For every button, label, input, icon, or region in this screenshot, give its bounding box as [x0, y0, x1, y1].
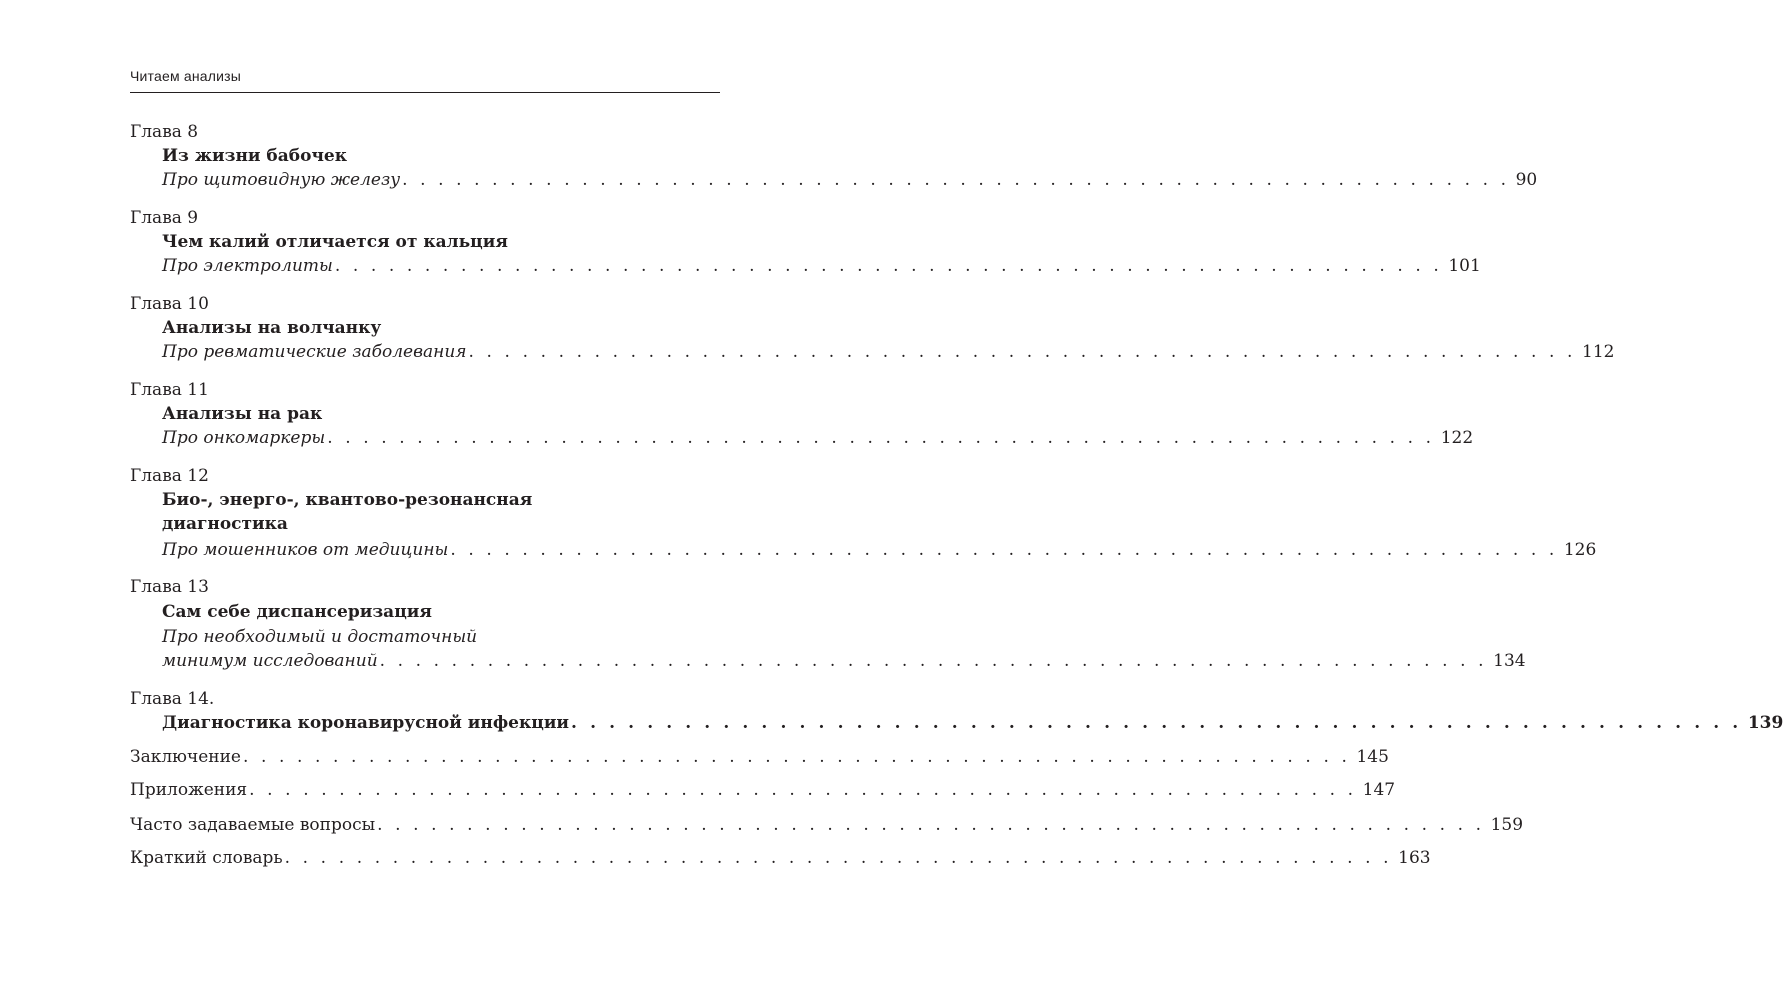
faq-page: 159 [1490, 815, 1524, 835]
chapter-8-subtitle: Про щитовидную железу [162, 170, 401, 190]
faq-label: Часто задаваемые вопросы [130, 815, 376, 835]
header-title: Читаем анализы [130, 68, 242, 84]
leader-dots: . . . . . . . . . . . . . . . . . . . . . . . . . . . . . . . . . . . . . . . . . . . . . . . . . . . . . . . . . . . . . . [242, 747, 1351, 767]
appendices-page: 147 [1362, 780, 1396, 800]
chapter-8-page: 90 [1515, 170, 1538, 190]
chapter-12-entry[interactable] [162, 538, 1597, 562]
leader-dots: . . . . . . . . . . . . . . . . . . . . . . . . . . . . . . . . . . . . . . . . . . . . . . . . . . . . . . . . . . . . . . [379, 651, 1488, 671]
leader-dots: . . . . . . . . . . . . . . . . . . . . . . . . . . . . . . . . . . . . . . . . . . . . . . . . . . . . . . . . . . . . . . [284, 848, 1393, 868]
conclusion-page: 145 [1356, 747, 1389, 767]
leader-dots: . . . . . . . . . . . . . . . . . . . . . . . . . . . . . . . . . . . . . . . . . . . . . . . . . . . . . . . . . . . . . . [402, 170, 1510, 190]
chapter-8-entry[interactable] [162, 168, 1538, 192]
toc-glossary[interactable] [130, 846, 1431, 870]
chapter-12-title-line1: Био-, энерго-, квантово-резонансная [162, 490, 533, 510]
chapter-10-label: Глава 10 [130, 294, 209, 314]
chapter-12-page: 126 [1563, 540, 1597, 560]
leader-dots: . . . . . . . . . . . . . . . . . . . . . . . . . . . . . . . . . . . . . . . . . . . . . . . . . . . . . . . . . . . . . . [377, 815, 1485, 835]
conclusion-label: Заключение [130, 747, 241, 767]
chapter-13-page: 134 [1493, 651, 1526, 671]
leader-dots: . . . . . . . . . . . . . . . . . . . . . . . . . . . . . . . . . . . . . . . . . . . . . . . . . . . . . . . . . . . . . . [334, 256, 1443, 276]
leader-dots: . . . . . . . . . . . . . . . . . . . . . . . . . . . . . . . . . . . . . . . . . . . . . . . . . . . . . . . . . . . . . . [327, 428, 1435, 448]
chapter-11-title: Анализы на рак [162, 404, 323, 424]
toc-conclusion[interactable] [130, 745, 1389, 769]
leader-dots: . . . . . . . . . . . . . . . . . . . . . . . . . . . . . . . . . . . . . . . . . . . . . . . . . . . . . . . . . . . . . . [571, 713, 1742, 733]
chapter-14-page: 139 [1747, 713, 1783, 733]
chapter-10-subtitle: Про ревматические заболевания [162, 342, 467, 362]
running-header [130, 66, 720, 93]
glossary-label: Краткий словарь [130, 848, 283, 868]
leader-dots: . . . . . . . . . . . . . . . . . . . . . . . . . . . . . . . . . . . . . . . . . . . . . . . . . . . . . . . . . . . . . . [450, 540, 1558, 560]
chapter-13-entry[interactable] [162, 649, 1526, 673]
chapter-10-title: Анализы на волчанку [162, 318, 382, 338]
chapter-10-entry[interactable] [162, 340, 1615, 364]
leader-dots: . . . . . . . . . . . . . . . . . . . . . . . . . . . . . . . . . . . . . . . . . . . . . . . . . . . . . . . . . . . . . . [468, 342, 1577, 362]
chapter-9-title: Чем калий отличается от кальция [162, 232, 508, 252]
chapter-13-title: Сам себе диспансеризация [162, 602, 432, 622]
chapter-9-page: 101 [1448, 256, 1481, 276]
chapter-11-entry[interactable] [162, 426, 1474, 450]
chapter-10-page: 112 [1582, 342, 1615, 362]
chapter-12-title-line2: диагностика [162, 514, 288, 534]
leader-dots: . . . . . . . . . . . . . . . . . . . . . . . . . . . . . . . . . . . . . . . . . . . . . . . . . . . . . . . . . . . . . . [249, 780, 1357, 800]
glossary-page: 163 [1398, 848, 1431, 868]
chapter-8-title: Из жизни бабочек [162, 146, 347, 166]
chapter-11-subtitle: Про онкомаркеры [162, 428, 326, 448]
chapter-9-entry[interactable] [162, 254, 1481, 278]
chapter-9-label: Глава 9 [130, 208, 199, 228]
chapter-12-subtitle: Про мошенников от медицины [162, 540, 449, 560]
chapter-14-entry[interactable] [162, 711, 1783, 735]
chapter-14-label: Глава 14. [130, 689, 215, 709]
chapter-13-label: Глава 13 [130, 577, 209, 597]
chapter-11-label: Глава 11 [130, 380, 209, 400]
chapter-13-subtitle-line2: минимум исследований [162, 651, 378, 671]
chapter-14-title: Диагностика коронавирусной инфекции [162, 713, 570, 733]
appendices-label: Приложения [130, 780, 248, 800]
chapter-11-page: 122 [1440, 428, 1474, 448]
chapter-9-subtitle: Про электролиты [162, 256, 333, 276]
chapter-8-label: Глава 8 [130, 122, 199, 142]
chapter-13-subtitle-line1: Про необходимый и достаточный [162, 627, 478, 647]
chapter-12-label: Глава 12 [130, 466, 209, 486]
toc-faq[interactable] [130, 813, 1524, 837]
toc-appendices[interactable] [130, 778, 1396, 802]
